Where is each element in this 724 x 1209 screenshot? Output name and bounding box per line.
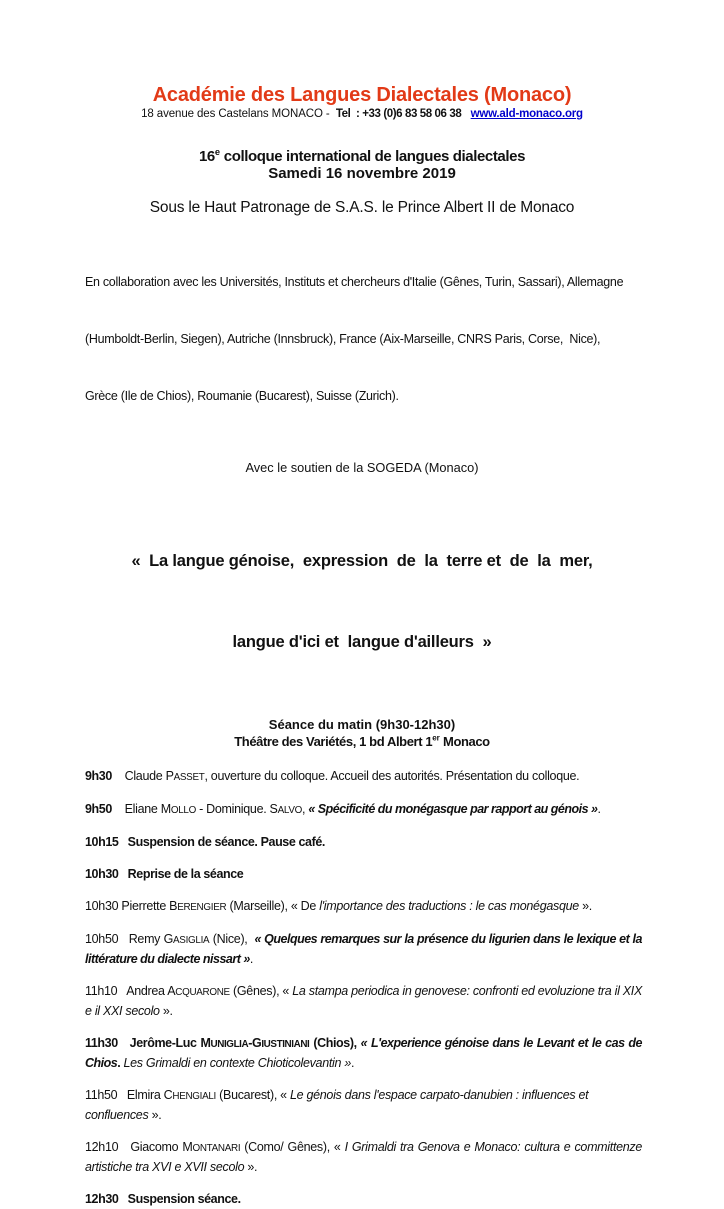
text-segment: 9h50 [85, 802, 112, 816]
text-segment: 12h30 Suspension séance. [85, 1192, 241, 1206]
collaboration-line: Grèce (Ile de Chios), Roumanie (Bucarest), Suisse (Zurich). [85, 389, 399, 403]
text-segment: ». [578, 899, 592, 913]
text-segment: (Marseille), « De [226, 899, 320, 913]
schedule-entry [85, 800, 642, 820]
text-segment: CQUARONE [175, 987, 230, 998]
text-segment: UNIGLIA [210, 1039, 249, 1050]
text-segment: (Gênes), « [229, 984, 293, 998]
website-link[interactable]: www.ald-monaco.org [470, 108, 583, 120]
schedule-entry [85, 833, 642, 852]
collaboration-line: En collaboration avec les Universités, Instituts et chercheurs d'Italie (Gênes, Turin, Sassari), Allemagne [85, 275, 624, 289]
theme-title-line2: langue d'ici et langue d'ailleurs » [232, 633, 492, 651]
text-segment: Eliane M [111, 802, 171, 816]
text-segment: ASSET [173, 772, 205, 783]
text-segment: -G [248, 1036, 262, 1050]
text-segment: « Spécificité du monégasque par rapport au génois » [308, 802, 598, 816]
colloque-date: Samedi 16 novembre 2019 [268, 165, 456, 182]
text-segment: (Chios), [309, 1036, 361, 1050]
schedule-entry [85, 1138, 646, 1177]
text-segment: - Dominique. S [195, 802, 278, 816]
text-segment: 9h30 [85, 769, 112, 783]
text-segment: (Bucarest), « [216, 1088, 290, 1102]
schedule-entry [85, 897, 642, 917]
text-segment: (Nice), [209, 932, 255, 946]
patronage-line: Sous le Haut Patronage de S.A.S. le Prince Albert II de Monaco [149, 199, 575, 216]
text-segment: ALVO [277, 805, 302, 816]
text-segment: 16 [198, 148, 215, 165]
support-line: Avec le soutien de la SOGEDA (Monaco) [245, 460, 479, 475]
text-segment: . [351, 1056, 355, 1070]
schedule-entry [85, 865, 642, 884]
text-segment: « Quelques remarques sur la présence du ligurien dans le lexique et la littérature du dialecte nissart » [85, 932, 645, 966]
text-segment: . [249, 952, 253, 966]
text-segment: ONTANARI [192, 1143, 241, 1154]
collaboration-line: (Humboldt-Berlin, Siegen), Autriche (Innsbruck), France (Aix-Marseille, CNRS Paris, Corse, Nice), [85, 332, 601, 346]
text-segment: ». [148, 1108, 162, 1122]
academy-title: Académie des Langues Dialectales (Monaco) [152, 84, 572, 106]
collaboration-paragraph [85, 235, 642, 444]
theme-title-line1: « La langue génoise, expression de la terre et de la mer, [131, 552, 593, 570]
theme-title [0, 494, 724, 710]
text-segment: 10h15 Suspension de séance. Pause café. [85, 835, 325, 849]
text-segment: . [117, 1056, 121, 1070]
text-segment: colloque international de langues dialectales [220, 148, 526, 165]
text-segment: Claude P [111, 769, 174, 783]
text-segment: 10h30 Pierrette B [85, 899, 178, 913]
text-segment: ». [244, 1160, 258, 1174]
schedule-entry [85, 930, 645, 969]
text-segment: 10h50 Remy G [85, 932, 174, 946]
text-segment: I Grimaldi tra Genova e Monaco: cultura e committenze artistiche tra XVI e XVII secolo [85, 1140, 646, 1174]
text-segment: ASIGLIA [173, 935, 210, 946]
schedule-entry [85, 1086, 642, 1125]
text-segment: IUSTINIANI [261, 1039, 310, 1050]
text-segment: l'importance des traductions : le cas monégasque [319, 899, 579, 913]
venue-line [0, 733, 724, 750]
text-segment [461, 108, 470, 120]
schedule-entry [85, 767, 642, 787]
text-segment: ERENGIER [177, 902, 227, 913]
text-segment: er [432, 733, 440, 743]
text-segment: HENGIALI [172, 1091, 216, 1102]
text-segment: ». [159, 1004, 173, 1018]
text-segment: 12h10 Giacomo M [85, 1140, 193, 1154]
academy-address [0, 107, 724, 122]
text-segment: Théâtre des Variétés, 1 bd Albert 1 [234, 734, 433, 749]
schedule-entry [85, 982, 646, 1021]
text-segment: La stampa periodica in genovese: confronti ed evoluzione tra il XIX e il XXI secolo [85, 984, 646, 1018]
schedule-entry [85, 1034, 645, 1073]
text-segment: OLLO [170, 805, 196, 816]
text-segment: 11h30 Jerôme-Luc M [85, 1036, 211, 1050]
session-title: Séance du matin (9h30-12h30) [268, 717, 456, 732]
text-segment: 11h50 Elmira C [85, 1088, 173, 1102]
schedule-entry [85, 1190, 642, 1209]
text-segment: , ouverture du colloque. Accueil des autorités. Présentation du colloque. [204, 769, 580, 783]
schedule [85, 767, 646, 1209]
text-segment: 11h10 Andrea A [85, 984, 176, 998]
text-segment: « L'experience génoise dans le Levant et le cas de Chios [85, 1036, 645, 1070]
text-segment: Le génois dans l'espace carpato-danubien : influences et confluences [85, 1088, 592, 1122]
text-segment: . [597, 802, 601, 816]
text-segment: (Como/ Gênes), « [240, 1140, 345, 1154]
text-segment: Tel : +33 (0)6 83 58 06 38 [335, 108, 462, 120]
text-segment: , [301, 802, 309, 816]
text-segment: e [214, 147, 221, 157]
text-segment: Monaco [439, 734, 490, 749]
colloque-title [0, 148, 724, 165]
text-segment: Les Grimaldi en contexte Chioticolevantin » [120, 1056, 351, 1070]
text-segment: 10h30 Reprise de la séance [85, 867, 244, 881]
text-segment: 18 avenue des Castelans MONACO - [141, 108, 336, 120]
